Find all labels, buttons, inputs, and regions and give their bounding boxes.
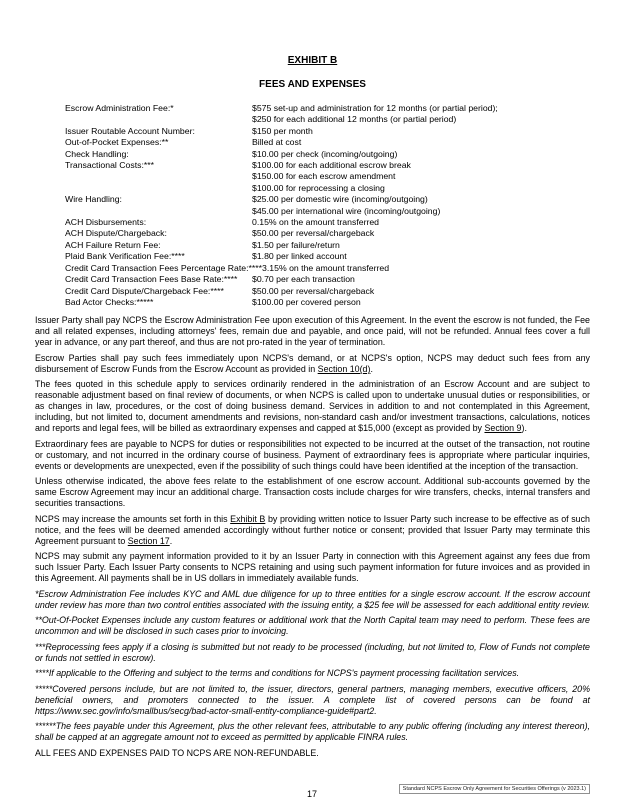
page-content	[35, 55, 590, 763]
fee-label: Credit Card Transaction Fees Percentage Rate:****	[65, 262, 263, 273]
cross-reference: Section 10(d)	[317, 363, 371, 374]
sec-url-link[interactable]: https://www.sec.gov/info/smallbus/secg/bad-actor-small-entity-compliance-guide#part2	[35, 705, 375, 716]
text-segment: ***Reprocessing fees apply if a closing is submitted but not ready to be processed (including, but not limited to, Flow of Funds not complete or funds not settled in escrow).	[35, 641, 590, 663]
fee-row	[65, 286, 590, 297]
fee-label: Bad Actor Checks:*****	[65, 296, 154, 307]
fee-values	[252, 240, 590, 251]
fee-values	[252, 251, 590, 262]
fee-row	[65, 263, 590, 274]
fee-row	[65, 103, 590, 126]
text-segment: NCPS may submit any payment information provided to it by an Issuer Party in connection with this Agreement against any fees due from such Issuer Party. Each Issuer Party consents to NCPS retaining and using such payment information for future invoices and as provided in this Agreement. All payments shall be in US dollars in immediately available funds.	[35, 551, 590, 584]
section-title: FEES AND EXPENSES	[259, 79, 366, 90]
footer-doc-version: Standard NCPS Escrow Only Agreement for Securities Offerings (v 2023.1)	[399, 784, 590, 794]
body-paragraph	[35, 439, 590, 472]
body-paragraph	[35, 721, 590, 743]
text-segment: Unless otherwise indicated, the above fees relate to the establishment of one escrow account. Additional sub-accounts governed by the same Escrow Agreement may incur an additional charge. Transaction costs include charges for wire transfers, checks, internal transfers and securities transactions.	[35, 476, 590, 509]
fee-value: $100.00 for reprocessing a closing	[252, 182, 385, 193]
body-paragraph	[35, 315, 590, 348]
body-paragraph	[35, 514, 590, 547]
fee-row	[65, 228, 590, 239]
text-segment: Escrow Parties shall pay such fees immediately upon NCPS's demand, or at NCPS's option, NCPS may deduct such fees from any disbursement of Escrow Funds from the Escrow Account as provided in	[35, 352, 590, 374]
body-paragraph	[35, 615, 590, 637]
fee-values	[252, 228, 590, 239]
fee-row	[65, 160, 590, 194]
fee-value: $0.70 per each transaction	[252, 274, 355, 285]
exhibit-title: EXHIBIT B	[287, 55, 338, 66]
fee-values	[262, 263, 590, 274]
fee-value: 3.15% on the amount transferred	[262, 262, 390, 273]
fee-value: $250 for each additional 12 months (or partial period)	[252, 114, 457, 125]
fee-value: $45.00 per international wire (incoming/outgoing)	[252, 205, 441, 216]
fee-value: $100.00 per covered person	[252, 296, 361, 307]
fee-value: $100.00 for each additional escrow break	[252, 160, 411, 171]
fee-row	[65, 251, 590, 262]
body-paragraph	[35, 684, 590, 717]
text-segment: The fees quoted in this schedule apply to services ordinarily rendered in the administration of an Escrow Account and are subject to reasonable adjustment based on final review of documents, or when NCPS is called upon to undertake unusual duties or responsibilities, or as changes in law, procedures, or the cost of doing business demand. Services in addition to and not contemplated in this Agreement, including, but not limited to, document amendments and revisions, non-standard cash and/or investment transactions, calculations, notices and reports and legal fees, will be billed as extraordinary expenses and capped at $15,000 (except as provided by	[35, 379, 590, 434]
fee-values	[252, 126, 590, 137]
text-segment: by providing written notice to Issuer Party such increase to be effective as of such notice, and the fees will be deemed amended accordingly without further notice or consent; provided that Issuer Party may terminate this Agreement pursuant to	[35, 513, 590, 546]
fee-label: ACH Disbursements:	[65, 217, 147, 228]
fee-value: $1.50 per failure/return	[252, 239, 340, 250]
fee-values	[252, 274, 590, 285]
fee-row	[65, 274, 590, 285]
fee-value: $575 set-up and administration for 12 months (or partial period);	[252, 103, 498, 113]
body-paragraph	[35, 589, 590, 611]
body-paragraph	[35, 551, 590, 584]
fee-value: $150 per month	[252, 125, 313, 136]
fee-values	[252, 149, 590, 160]
fee-row	[65, 217, 590, 228]
cross-reference: Section 17	[127, 535, 170, 546]
fee-row	[65, 126, 590, 137]
fee-values	[252, 103, 590, 126]
fee-label: Issuer Routable Account Number:	[65, 125, 195, 136]
text-segment: ALL FEES AND EXPENSES PAID TO NCPS ARE NON-REFUNDABLE.	[35, 747, 319, 758]
body-paragraph	[35, 476, 590, 509]
fee-row	[65, 137, 590, 148]
fee-values	[252, 297, 590, 308]
text-segment: NCPS may increase the amounts set forth in this	[35, 513, 231, 524]
fee-values	[252, 137, 590, 148]
text-segment: .	[370, 363, 373, 374]
fee-label: Escrow Administration Fee:*	[65, 103, 174, 113]
fee-label: Credit Card Dispute/Chargeback Fee:****	[65, 285, 224, 296]
fee-value: $1.80 per linked account	[252, 251, 347, 262]
fee-label: Wire Handling:	[65, 194, 122, 205]
fee-label: Check Handling:	[65, 148, 129, 159]
text-segment: ****If applicable to the Offering and subject to the terms and conditions for NCPS's payment processing facilitation services.	[35, 668, 520, 679]
text-segment: .	[169, 535, 173, 546]
body-paragraph	[35, 353, 590, 375]
body-paragraphs	[35, 315, 590, 759]
cross-reference: Exhibit B	[230, 513, 266, 524]
fee-row	[65, 297, 590, 308]
fee-table	[65, 103, 590, 308]
text-segment: Extraordinary fees are payable to NCPS for duties or responsibilities not expected to be incurred at the outset of the transaction, not routine or customary, and not incurred in the ordinary course of business. Payment of extraordinary fees is appropriate where particular inquiries, events or developments are unexpected, even if the possibility of such things could have been identified at the inception of the transaction.	[35, 438, 590, 471]
body-paragraph	[35, 642, 590, 664]
fee-label: Out-of-Pocket Expenses:**	[65, 137, 169, 148]
page-number: 17	[306, 789, 317, 799]
text-segment: Issuer Party shall pay NCPS the Escrow Administration Fee upon execution of this Agreement. In the event the escrow is not funded, the Fee and all related expenses, including attorneys' fees, remain due and payable, and once paid, will not be refunded. Annual fees cover a full year in advance, or any part thereof, and thus are not pro-rated in the year of termination.	[35, 315, 590, 348]
text-segment: ******The fees payable under this Agreement, plus the other relevant fees, attributable to any public offering (including any interest thereon), shall be capped at an aggregate amount not to exceed as permitted by applicable FINRA rules.	[35, 721, 590, 743]
fee-value: $10.00 per check (incoming/outgoing)	[252, 148, 398, 159]
fee-value: 0.15% on the amount transferred	[252, 217, 380, 228]
fee-value: Billed at cost	[252, 137, 302, 148]
fee-label: ACH Failure Return Fee:	[65, 239, 161, 250]
fee-value: $50.00 per reversal/chargeback	[252, 228, 375, 239]
fee-label: Transactional Costs:***	[65, 160, 155, 171]
body-paragraph	[35, 748, 590, 759]
fee-values	[252, 217, 590, 228]
text-segment: *****Covered persons include, but are not limited to, the issuer, directors, general partners, managing members, executive officers, 20% beneficial owners, and promoters connected to the issuer. A complete list of covered persons can be found at	[35, 683, 590, 705]
fee-row	[65, 240, 590, 251]
fee-row	[65, 194, 590, 217]
text-segment: *Escrow Administration Fee includes KYC and AML due diligence for up to three entities for a single escrow account. If the escrow account under review has more than two control entities associated with the issuing entity, a $25 fee will be assessed for each additional entity review.	[35, 588, 590, 610]
cross-reference: Section 9	[484, 423, 522, 434]
fee-value: $50.00 per reversal/chargeback	[252, 285, 375, 296]
body-paragraph	[35, 668, 590, 679]
text-segment: ).	[521, 423, 527, 434]
fee-value: $150.00 for each escrow amendment	[252, 171, 396, 182]
text-segment: .	[374, 705, 377, 716]
body-paragraph	[35, 379, 590, 434]
fee-label: Plaid Bank Verification Fee:****	[65, 251, 185, 262]
fee-row	[65, 149, 590, 160]
fee-values	[252, 286, 590, 297]
fee-values	[252, 160, 590, 194]
fee-label: Credit Card Transaction Fees Base Rate:****	[65, 274, 238, 285]
fee-label: ACH Dispute/Chargeback:	[65, 228, 167, 239]
text-segment: **Out-Of-Pocket Expenses include any custom features or additional work that the North Capital team may need to perform. These fees are uncommon and will be disclosed in such cases prior to invoicing.	[35, 615, 590, 637]
fee-value: $25.00 per domestic wire (incoming/outgoing)	[252, 194, 428, 205]
fee-values	[252, 194, 590, 217]
